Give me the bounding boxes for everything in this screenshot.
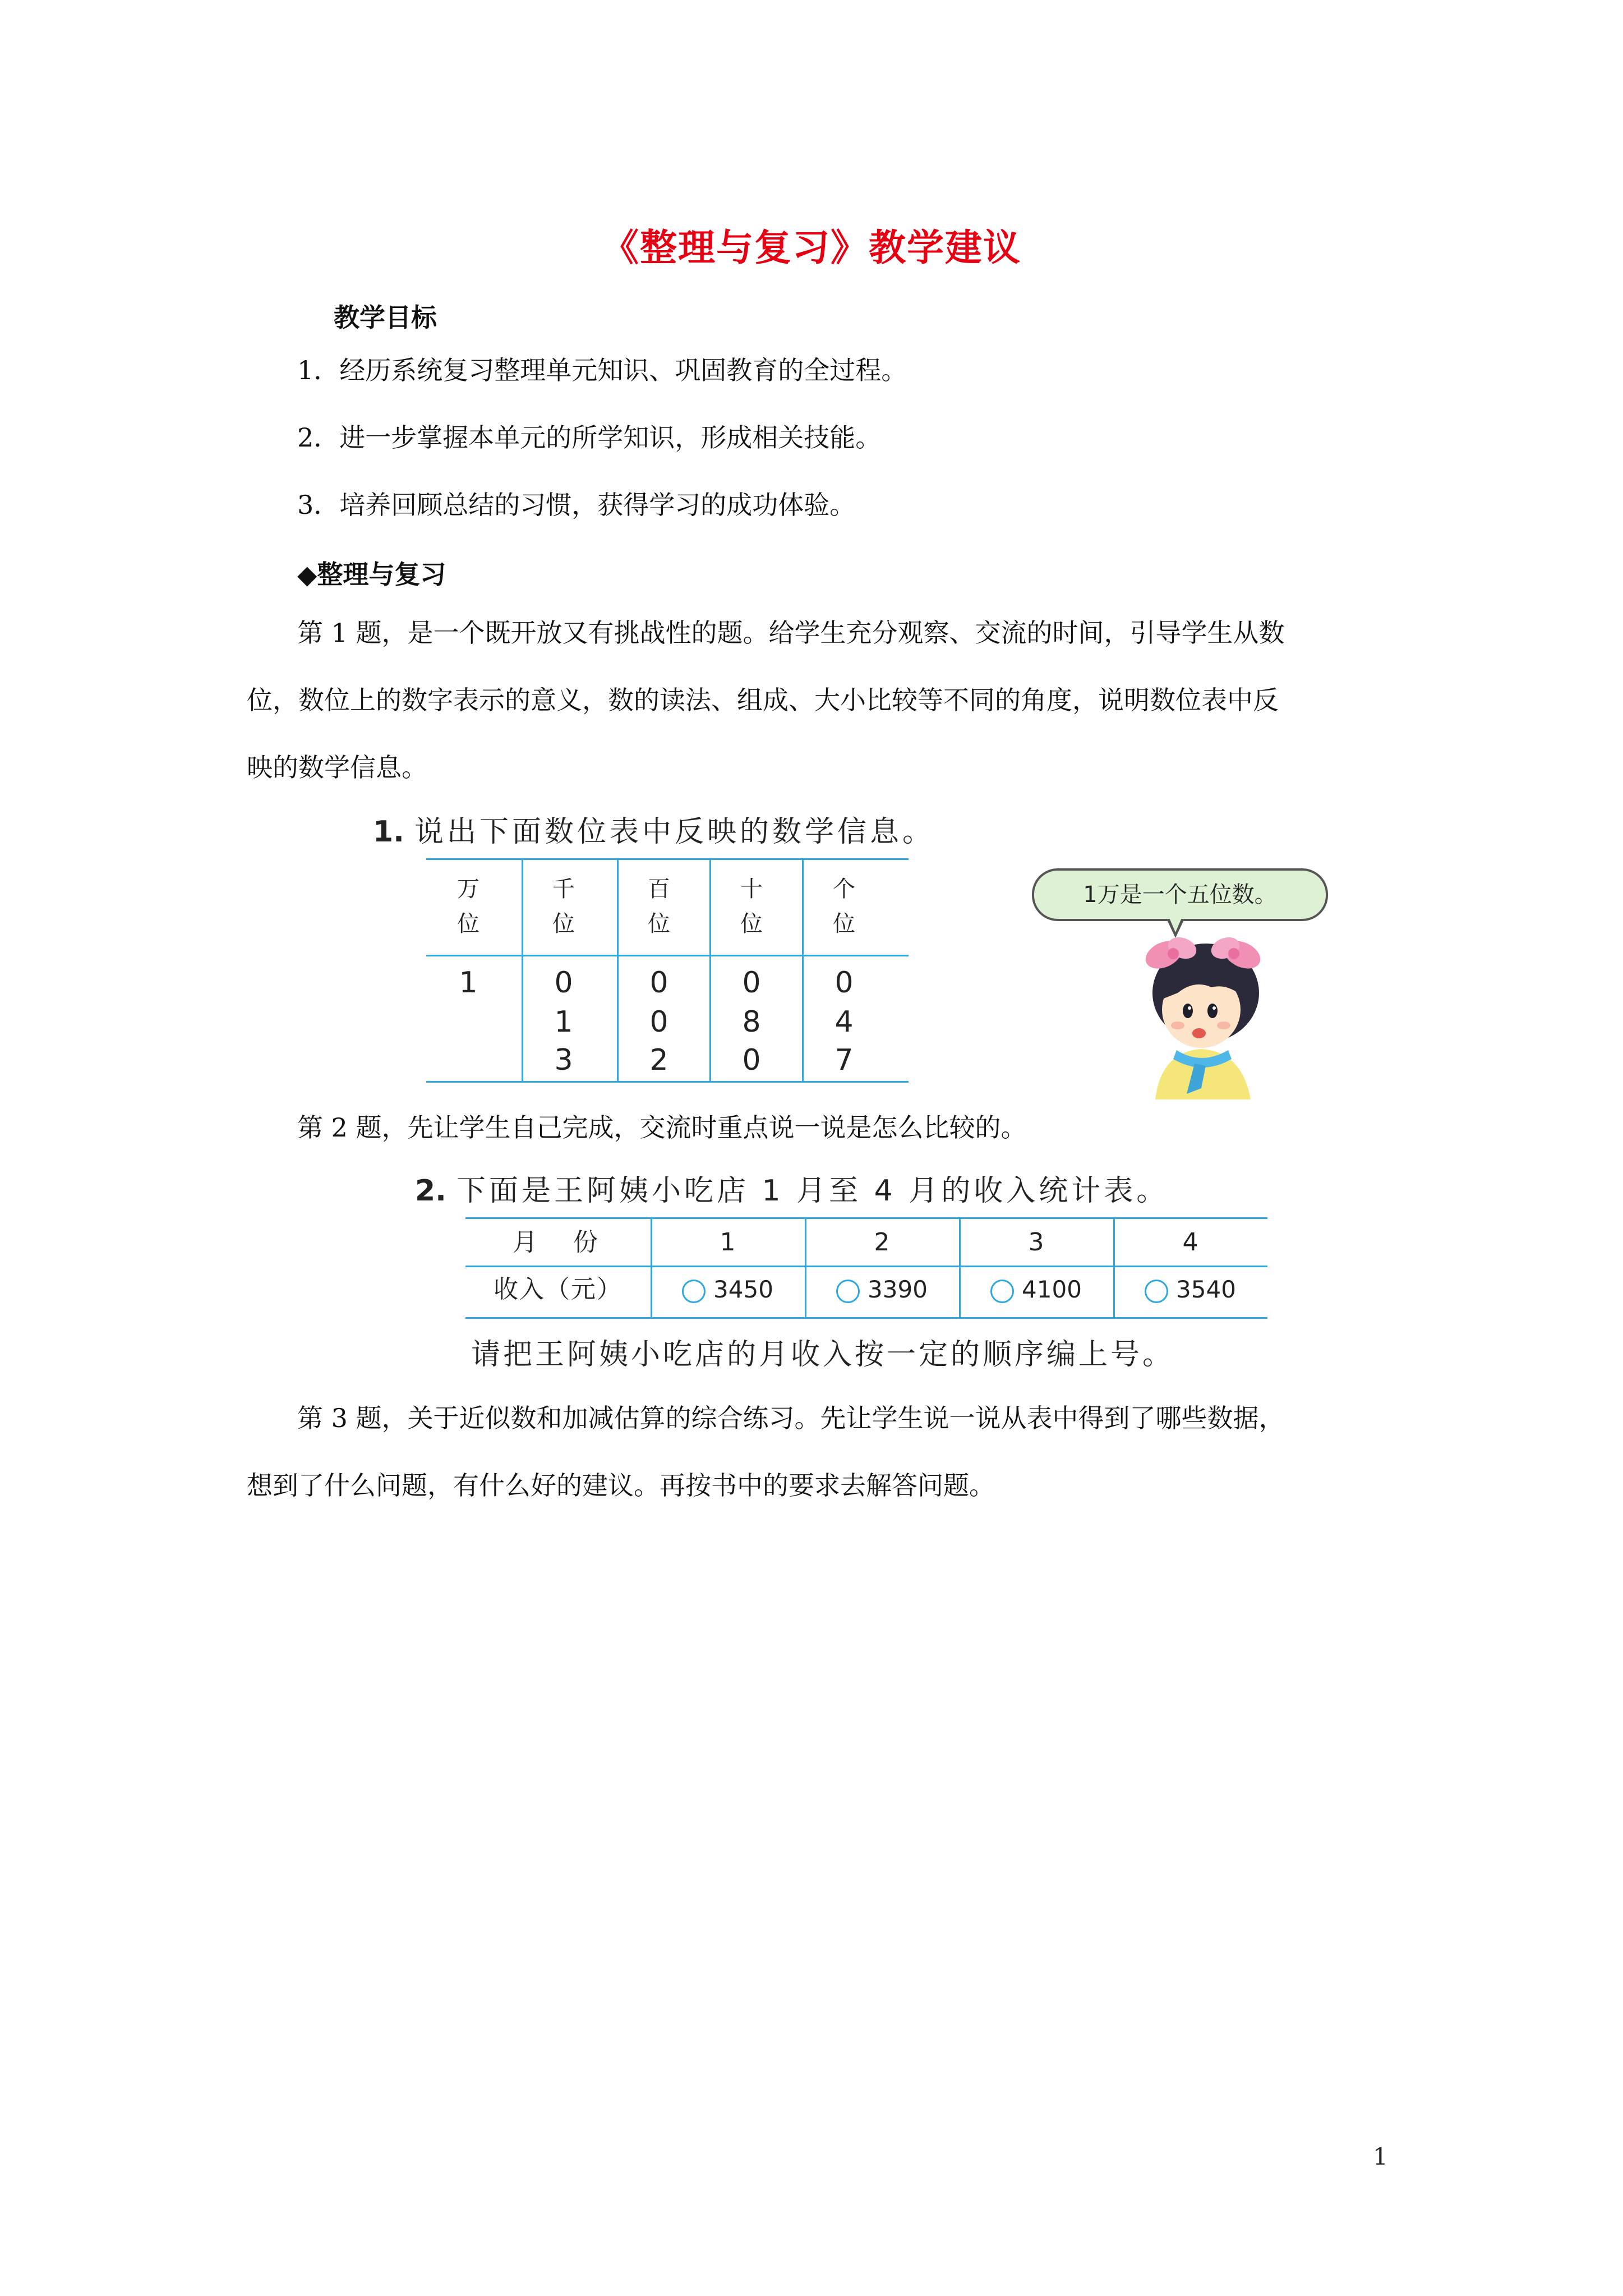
q1-line-3: 映的数学信息。 [247, 752, 427, 783]
pv-digit: 7 [834, 1043, 854, 1077]
exercise2-prompt [415, 1167, 1169, 1209]
q2-text: 第 2 题，先让学生自己完成，交流时重点说一说是怎么比较的。 [297, 1112, 1027, 1143]
exercise2-number: 2. [415, 1174, 446, 1208]
pv-digit: 0 [834, 966, 854, 1000]
pv-header-bai: 百 位 [648, 876, 670, 937]
pv-header-wan: 万 位 [457, 876, 479, 937]
pv-digit: 0 [649, 1005, 668, 1039]
q1-line-1: 第 1 题，是一个既开放又有挑战性的题。给学生充分观察、交流的时间，引导学生从数 [297, 618, 1285, 648]
exercise1-number: 1. [373, 815, 404, 849]
speech-bubble-tail-inner [1169, 917, 1182, 932]
income-value: 3540 [1176, 1276, 1236, 1303]
place-value-table [426, 858, 909, 1083]
q1-line-2: 位，数位上的数字表示的意义，数的读法、组成、大小比较等不同的角度，说明数位表中反 [247, 685, 1279, 715]
girl-illustration [1133, 931, 1279, 1099]
income-cell [959, 1270, 1113, 1309]
pv-header-shi: 十 位 [740, 876, 763, 937]
pv-header-ge: 个 位 [833, 876, 855, 937]
pv-digit: 2 [649, 1043, 668, 1077]
review-heading: ◆整理与复习 [297, 559, 446, 590]
month-header: 1 [720, 1228, 736, 1257]
inc-mid-line [465, 1266, 1267, 1267]
income-cell [1113, 1270, 1267, 1309]
exercise1-text: 说出下面数位表中反映的数学信息。 [414, 815, 935, 849]
month-header: 2 [874, 1228, 890, 1257]
page-number: 1 [1373, 2143, 1388, 2170]
pv-bottom-line [426, 1081, 909, 1083]
income-label: 收入（元） [494, 1275, 623, 1304]
page-title: 《整理与复习》教学建议 [602, 226, 1021, 269]
pv-header-qian: 千 位 [552, 876, 575, 937]
income-value: 3390 [868, 1276, 928, 1303]
pv-top-line [426, 858, 909, 860]
income-value: 3450 [713, 1276, 773, 1303]
inc-bottom-line [465, 1317, 1267, 1319]
q3-line-1: 第 3 题，关于近似数和加减估算的综合练习。先让学生说一说从表中得到了哪些数据， [297, 1403, 1285, 1433]
income-value: 4100 [1022, 1276, 1082, 1303]
objective-item-3: 3．培养回顾总结的习惯，获得学习的成功体验。 [297, 490, 856, 520]
pv-header-line [426, 955, 909, 956]
pv-digit: 0 [742, 966, 761, 1000]
objectives-heading: 教学目标 [334, 302, 437, 333]
answer-circle-icon[interactable] [682, 1280, 706, 1303]
pv-digit: 4 [834, 1005, 854, 1039]
pv-digit: 0 [554, 966, 573, 1000]
income-cell [805, 1270, 959, 1309]
answer-circle-icon[interactable] [1145, 1280, 1168, 1303]
month-label: 月 份 [513, 1228, 603, 1257]
answer-circle-icon[interactable] [836, 1280, 860, 1303]
answer-circle-icon[interactable] [990, 1280, 1014, 1303]
pv-digit: 3 [554, 1043, 573, 1077]
objective-item-2: 2．进一步掌握本单元的所学知识，形成相关技能。 [297, 422, 882, 453]
speech-bubble: 1万是一个五位数。 [1032, 868, 1328, 921]
exercise1-prompt [373, 808, 935, 850]
pv-digit: 0 [742, 1043, 761, 1077]
exercise2-footer: 请把王阿姨小吃店的月收入按一定的顺序编上号。 [471, 1338, 1175, 1372]
q3-line-2: 想到了什么问题，有什么好的建议。再按书中的要求去解答问题。 [247, 1470, 995, 1501]
pv-digit: 8 [742, 1005, 761, 1039]
objective-item-1: 1．经历系统复习整理单元知识、巩固教育的全过程。 [297, 355, 907, 385]
pv-digit: 1 [554, 1005, 573, 1039]
income-cell [651, 1270, 805, 1309]
pv-digit: 0 [649, 966, 668, 1000]
month-header: 4 [1182, 1228, 1198, 1257]
income-table [465, 1217, 1267, 1319]
month-header: 3 [1028, 1228, 1044, 1257]
exercise2-text: 下面是王阿姨小吃店 1 月至 4 月的收入统计表。 [456, 1174, 1169, 1208]
inc-top-line [465, 1217, 1267, 1219]
pv-digit: 1 [459, 966, 478, 1000]
